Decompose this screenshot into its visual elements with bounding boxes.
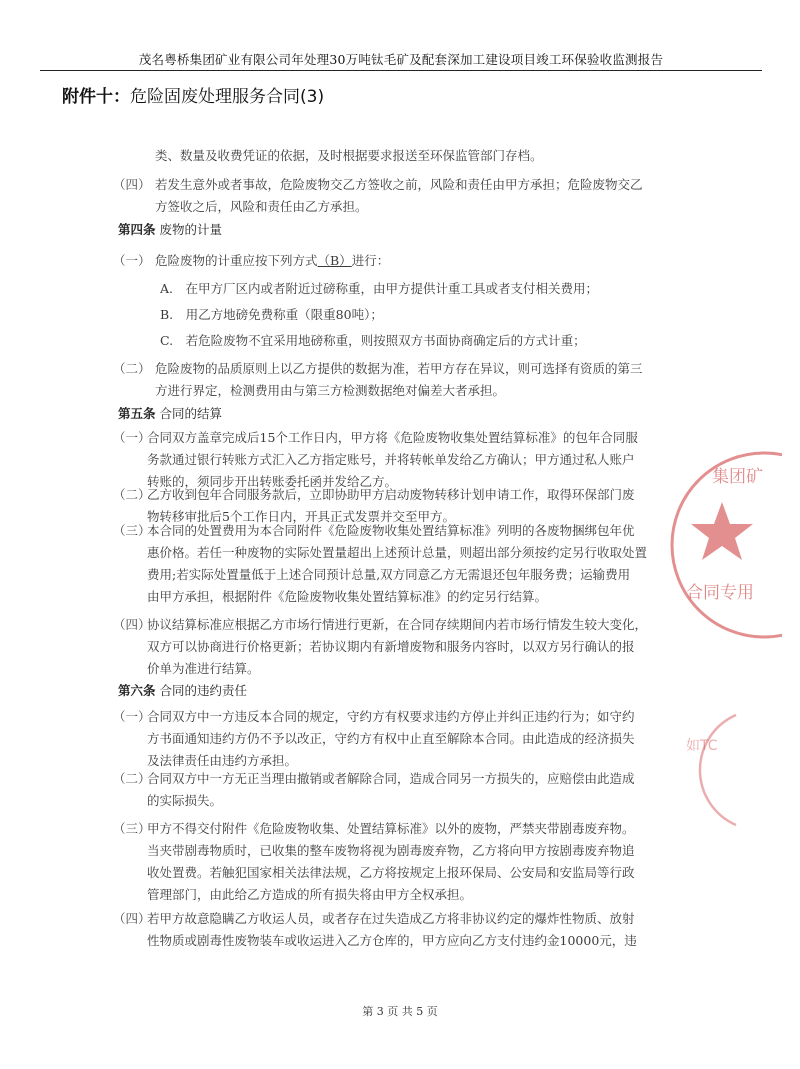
seal-star-icon (691, 502, 753, 560)
item-number: （二） (113, 487, 151, 502)
paragraph-line: 务款通过银行转账方式汇入乙方指定账号，并将转帐单发给乙方确认；甲方通过私人账户 (147, 452, 635, 467)
report-header: 茂名粤桥集团矿业有限公司年处理30万吨钛毛矿及配套深加工建设项目竣工环保验收监测报告 (138, 52, 664, 67)
paragraph-line: 双方可以协商进行价格更新；若协议期内有新增废物和服务内容时，以双方另行确认的报 (147, 639, 635, 654)
article-number: 第四条 (118, 222, 156, 237)
item-number: （四） (113, 177, 151, 192)
option-c: C. 若危险废物不宜采用地磅称重，则按照双方书面协商确定后的方式计重； (160, 333, 586, 348)
paragraph-line: 物转移审批后5个工作日内，开具正式发票并交至甲方。 (147, 509, 455, 524)
paragraph-line: 若发生意外或者事故，危险废物交乙方签收之前，风险和责任由甲方承担；危险废物交乙 (155, 177, 643, 192)
item-number: （一） (113, 430, 151, 445)
paragraph-line: 价单为准进行结算。 (147, 661, 260, 676)
measure-text-end: 进行： (351, 253, 390, 268)
paragraph-line: 合同双方盖章完成后15个工作日内，甲方将《危险废物收集处置结算标准》的包年合同服 (147, 430, 638, 445)
item-number: （四） (113, 617, 151, 632)
paragraph-line: 的实际损失。 (147, 793, 223, 808)
paragraph-line: 转账的，须同步开出转账委托函并发给乙方。 (147, 474, 398, 489)
paragraph-line (155, 250, 389, 272)
paragraph-line: 方签收之后，风险和责任由乙方承担。 (155, 199, 368, 214)
seal-text-bottom: 合同专用 (686, 583, 754, 603)
paragraph-line: 合同双方中一方违反本合同的规定，守约方有权要求违约方停止并纠正违约行为；如守约 (147, 709, 635, 724)
seal-fragment-text: 如TC (686, 738, 718, 754)
measure-choice: （B） (317, 253, 352, 268)
article-6-heading (118, 680, 247, 702)
paragraph-line: 类、数量及收费凭证的依据，及时根据要求报送至环保监管部门存档。 (155, 148, 543, 163)
item-number: （一） (113, 253, 151, 268)
paragraph-line: 若甲方故意隐瞒乙方收运人员，或者存在过失造成乙方将非协议约定的爆炸性物质、放射 (147, 911, 635, 926)
option-b: B. 用乙方地磅免费称重（限重80吨）； (160, 307, 383, 322)
article-number: 第六条 (118, 683, 156, 698)
seal-fragment (676, 710, 746, 830)
paragraph-line: 合同双方中一方无正当理由撤销或者解除合同，造成合同另一方损失的，应赔偿由此造成 (147, 771, 635, 786)
option-a: A. 在甲方厂区内或者附近过磅称重，由甲方提供计重工具或者支付相关费用； (160, 281, 599, 296)
item-number: （一） (113, 709, 151, 724)
paragraph-line: 方进行界定，检测费用由与第三方检测数据绝对偏差大者承担。 (155, 383, 506, 398)
paragraph-line: 性物质或剧毒性废物装车或收运进入乙方仓库的，甲方应向乙方支付违约金10000元，违 (147, 933, 637, 948)
article-title: 合同的结算 (159, 406, 223, 421)
seal-text-top: 集团矿 (712, 467, 763, 487)
item-number: （二） (113, 771, 151, 786)
paragraph-line: 及法律责任由违约方承担。 (147, 753, 298, 768)
article-title: 合同的违约责任 (159, 683, 248, 698)
paragraph-line: 方书面通知违约方仍不予以改正，守约方有权中止直至解除本合同。由此造成的经济损失 (147, 731, 635, 746)
attachment-label: 附件十： (62, 87, 130, 107)
measure-text: 危险废物的计重应按下列方式 (155, 253, 318, 268)
paragraph-line: 乙方收到包年合同服务款后，立即协助甲方启动废物转移计划申请工作，取得环保部门废 (147, 487, 635, 502)
paragraph-line: 本合同的处置费用为本合同附件《危险废物收集处置结算标准》列明的各废物捆绑包年优 (147, 523, 635, 538)
item-number: （二） (113, 361, 151, 376)
paragraph-line: 甲方不得交付附件《危险废物收集、处置结算标准》以外的废物，严禁夹带剧毒废弃物。 (147, 821, 635, 836)
seal-fragment-ring (700, 715, 736, 825)
paragraph-line: 惠价格。若任一种废物的实际处置量超出上述预计总量，则超出部分须按约定另行收取处置 (147, 545, 648, 560)
attachment-name: 危险固废处理服务合同(3) (130, 87, 325, 107)
item-number: （四） (113, 911, 151, 926)
page-number: 第 3 页 共 5 页 (362, 1005, 438, 1018)
paragraph-line: 协议结算标准应根据乙方市场行情进行更新，在合同存续期间内若市场行情发生较大变化， (147, 617, 648, 632)
item-number: （三） (113, 821, 151, 836)
paragraph-line: 危险废物的品质原则上以乙方提供的数据为准，若甲方存在异议，则可选择有资质的第三 (155, 361, 643, 376)
company-seal (652, 440, 782, 650)
paragraph-line: 管理部门，由此给乙方造成的所有损失将由甲方全权承担。 (147, 887, 473, 902)
item-number: （三） (113, 523, 151, 538)
article-title: 废物的计量 (159, 222, 223, 237)
paragraph-line: 收处置费。若触犯国家相关法律法规，乙方将按规定上报环保局、公安局和安监局等行政 (147, 865, 635, 880)
paragraph-line: 当夹带剧毒物质时，已收集的整车废物将视为剧毒废弃物，乙方将向甲方按剧毒废弃物追 (147, 843, 635, 858)
paragraph-line: 费用;若实际处置量低于上述合同预计总量,双方同意乙方无需退还包年服务费；运输费用 (147, 567, 631, 582)
article-number: 第五条 (118, 406, 156, 421)
paragraph-line: 由甲方承担，根据附件《危险废物收集处置结算标准》的约定另行结算。 (147, 589, 548, 604)
article-5-heading (118, 403, 222, 425)
article-4-heading (118, 219, 222, 241)
